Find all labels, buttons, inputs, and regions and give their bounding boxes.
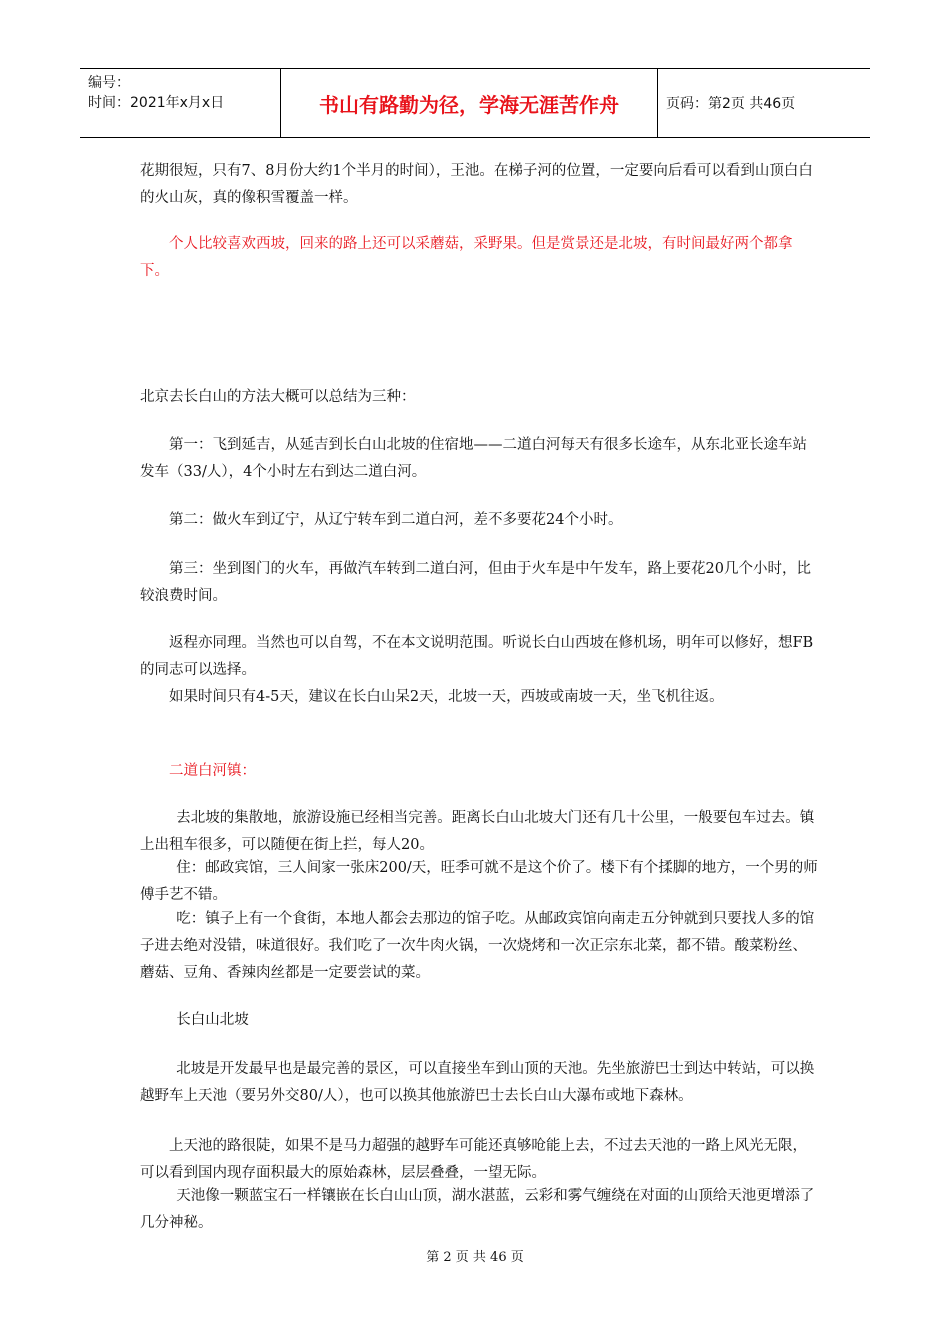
paragraph-town-intro: 去北坡的集散地，旅游设施已经相当完善。距离长白山北坡大门还有几十公里，一般要包车过去。镇上出租车很多，可以随便在街上拦，每人20。 — [140, 810, 815, 853]
page-header — [80, 68, 870, 138]
paragraph-time-suggestion: 如果时间只有4-5天，建议在长白山呆2天，北坡一天，西坡或南坡一天，坐飞机往返。 — [169, 689, 724, 705]
page-indicator: 页码：第2页 共46页 — [666, 96, 796, 112]
paragraph-food: 吃：镇子上有一个食街，本地人都会去那边的馆子吃。从邮政宾馆向南走五分钟就到只要找人多的馆子进去绝对没错，味道很好。我们吃了一次牛肉火锅，一次烧烤和一次正宗东北菜，都不错。酸菜粉丝、蘑菇、豆角、香辣肉丝都是一定要尝试的菜。 — [140, 911, 815, 981]
page-footer: 第 2 页 共 46 页 — [426, 1250, 524, 1265]
paragraph-flower-period: 花期很短，只有7、8月份大约1个半月的时间），王池。在梯子河的位置，一定要向后看可以看到山顶白白的火山灰，真的像积雪覆盖一样。 — [140, 163, 813, 206]
paragraph-return-trip: 返程亦同理。当然也可以自驾，不在本文说明范围。听说长白山西坡在修机场，明年可以修好，想FB的同志可以选择。 — [140, 635, 814, 678]
motto: 书山有路勤为径，学海无涯苦作舟 — [281, 69, 658, 137]
paragraph-road-to-tianchi: 上天池的路很陡，如果不是马力超强的越野车可能还真够呛能上去，不过去天池的一路上风光无限，可以看到国内现存面积最大的原始森林，层层叠叠，一望无际。 — [140, 1138, 807, 1181]
paragraph-route-three: 第三：坐到图门的火车，再做汽车转到二道白河，但由于火车是中午发车，路上要花20几个小时，比较浪费时间。 — [140, 561, 811, 604]
paragraph-north-slope-intro: 北坡是开发最早也是最完善的景区，可以直接坐车到山顶的天池。先坐旅游巴士到达中转站，可以换越野车上天池（要另外交80/人），也可以换其他旅游巴士去长白山大瀑布或地下森林。 — [140, 1061, 815, 1104]
paragraph-beijing-routes-intro: 北京去长白山的方法大概可以总结为三种： — [140, 389, 416, 405]
header-meta-cell — [80, 69, 281, 137]
number-label: 编号： — [88, 75, 130, 91]
paragraph-accommodation: 住：邮政宾馆，三人间家一张床200/天，旺季可就不是这个价了。楼下有个揉脚的地方，一个男的师傅手艺不错。 — [140, 860, 818, 903]
section-heading-north-slope: 长白山北坡 — [176, 1012, 249, 1028]
paragraph-tianchi: 天池像一颗蓝宝石一样镶嵌在长白山山顶，湖水湛蓝，云彩和雾气缠绕在对面的山顶给天池更增添了几分神秘。 — [140, 1188, 815, 1231]
paragraph-west-slope-note: 个人比较喜欢西坡，回来的路上还可以采蘑菇，采野果。但是赏景还是北坡，有时间最好两个都拿下。 — [140, 236, 793, 279]
date-label: 时间：2021年x月x日 — [88, 95, 225, 111]
paragraph-route-two: 第二：做火车到辽宁，从辽宁转车到二道白河，差不多要花24个小时。 — [169, 512, 623, 528]
section-heading-erdaobaihe: 二道白河镇： — [169, 763, 256, 779]
paragraph-route-one: 第一：飞到延吉，从延吉到长白山北坡的住宿地——二道白河每天有很多长途车，从东北亚长途车站发车（33/人），4个小时左右到达二道白河。 — [140, 437, 807, 480]
